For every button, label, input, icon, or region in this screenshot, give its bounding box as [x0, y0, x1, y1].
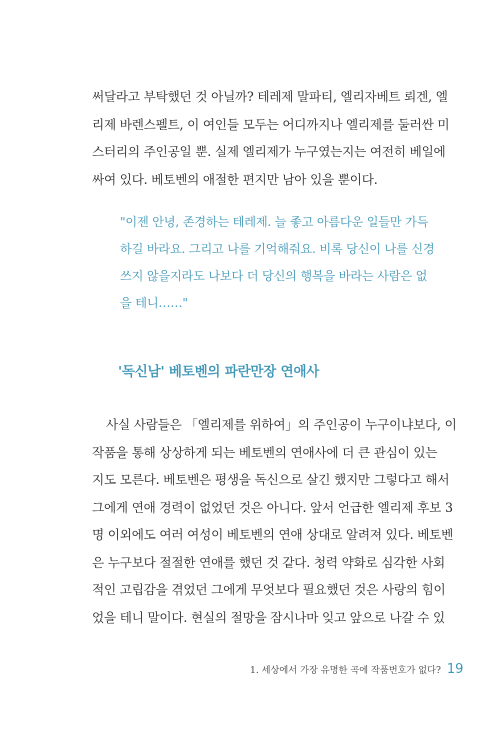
text-line: 적인 고립감을 겪었던 그에게 무엇보다 필요했던 것은 사랑의 힘이 [92, 582, 446, 597]
quote-line: "이젠 안녕, 존경하는 테레제. 늘 좋고 아름다운 일들만 가득 [120, 215, 429, 229]
text-line: 그에게 연애 경력이 없었던 것은 아니다. 앞서 언급한 엘리제 후보 3 [92, 499, 453, 515]
body-paragraph-1 [92, 83, 450, 193]
text-line: 작품을 통해 상상하게 되는 베토벤의 연애사에 더 큰 관심이 있는 [92, 444, 438, 460]
running-chapter-title: 1. 세상에서 가장 유명한 곡에 작품번호가 없다? [250, 665, 441, 676]
text-line: 스터리의 주인공일 뿐. 실제 엘리제가 누구였는지는 여전히 베일에 [92, 144, 446, 159]
quote-line: 쓰지 않을지라도 나보다 더 당신의 행복을 바라는 사람은 없 [120, 269, 428, 283]
text-line: 리제 바렌스펠트, 이 여인들 모두는 어디까지나 엘리제를 둘러싼 미 [92, 116, 450, 132]
text-line: 었을 테니 말이다. 현실의 절망을 잠시나마 잊고 앞으로 나갈 수 있 [92, 609, 445, 625]
text-line: 명 이외에도 여러 여성이 베토벤의 연애 상대로 알려져 있다. 베토벤 [92, 527, 454, 542]
letter-quote [120, 209, 435, 317]
text-line: 싸여 있다. 베토벤의 애절한 편지만 남아 있을 뿐이다. [92, 171, 378, 187]
text-line: 지도 모른다. 베토벤은 평생을 독신으로 살긴 했지만 그렇다고 해서 [92, 472, 450, 487]
page-footer [250, 662, 464, 677]
text-line: 은 누구보다 절절한 연애를 했던 것 같다. 청력 약화로 심각한 사회 [92, 554, 445, 570]
text-line: 써달라고 부탁했던 것 아닐까? 테레제 말파티, 엘리자베트 뢰겐, 엘 [92, 89, 448, 104]
section-heading: '독신남' 베토벤의 파란만장 연애사 [118, 364, 320, 380]
quote-line: 하길 바라요. 그리고 나를 기억해줘요. 비록 당신이 나를 신경 [120, 242, 435, 256]
page-number: 19 [446, 662, 464, 677]
text-line: 사실 사람들은 「엘리제를 위하여」의 주인공이 누구이냐보다, 이 [106, 417, 457, 432]
body-paragraph-2 [92, 411, 457, 631]
quote-line: 을 테니……" [120, 296, 188, 310]
